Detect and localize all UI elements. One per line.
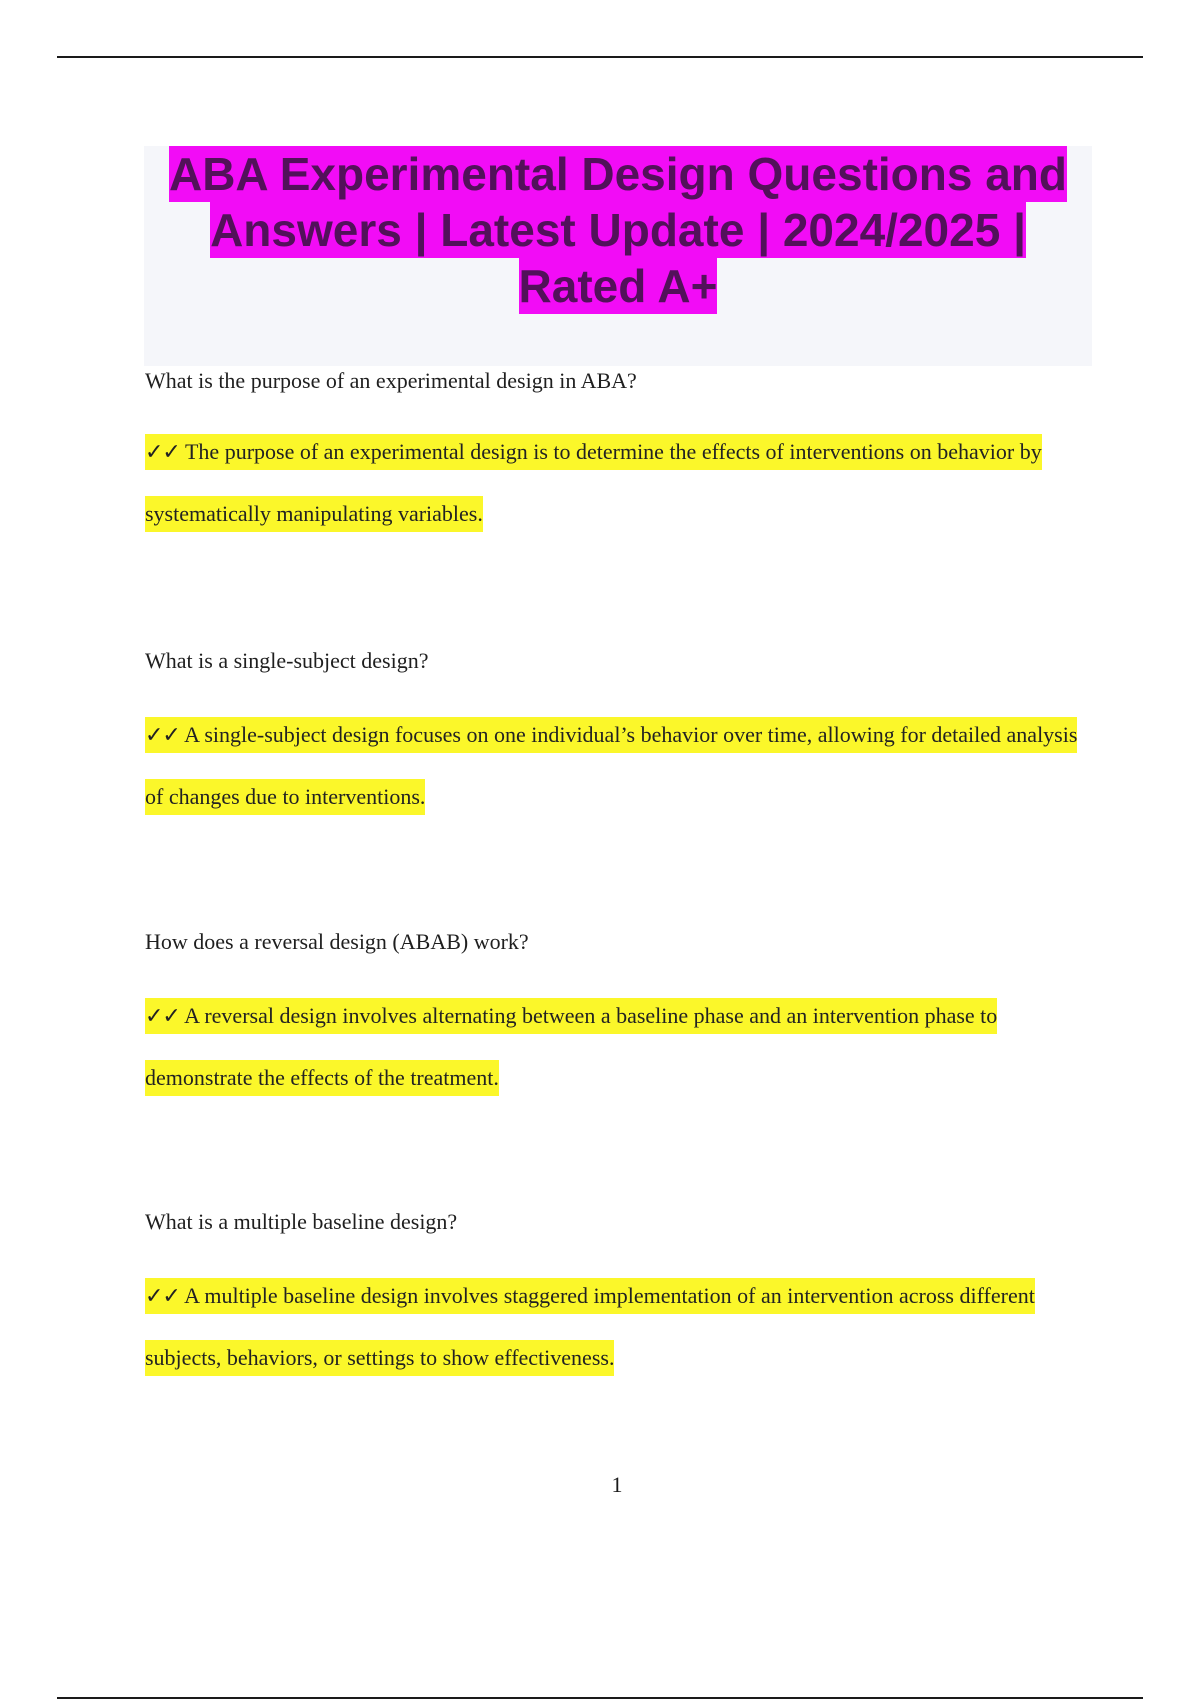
double-check-icon: ✓✓: [145, 440, 180, 465]
question-1: What is the purpose of an experimental design in ABA?: [145, 368, 637, 393]
title-block: [144, 146, 1092, 366]
document-title-text: ABA Experimental Design Questions and Answers | Latest Update | 2024/2025 | Rated A+: [168, 148, 1068, 312]
double-check-icon: ✓✓: [145, 1004, 180, 1029]
document-title: [144, 146, 1092, 314]
bottom-rule: [57, 1697, 1143, 1699]
answer-4: [145, 1265, 1095, 1388]
top-rule: [57, 56, 1143, 58]
answer-2-text: A single-subject design focuses on one individual’s behavior over time, allowing for detailed analysis of changes due to interventions.: [145, 722, 1078, 809]
double-check-icon: ✓✓: [145, 723, 180, 748]
qa-item-3: [145, 928, 1095, 1108]
question-4: What is a multiple baseline design?: [145, 1209, 458, 1234]
answer-4-text: A multiple baseline design involves staggered implementation of an intervention across different subjects, behaviors, or settings to show effectiveness.: [145, 1283, 1035, 1370]
answer-2: [145, 704, 1095, 827]
answer-1-text: The purpose of an experimental design is to determine the effects of interventions on behavior by systematically manipulating variables.: [145, 439, 1042, 526]
qa-item-2: [145, 647, 1095, 827]
qa-item-4: [145, 1208, 1095, 1388]
answer-1: [145, 421, 1095, 544]
page-number: 1: [611, 1472, 623, 1497]
double-check-icon: ✓✓: [145, 1284, 180, 1309]
answer-3-text: A reversal design involves alternating between a baseline phase and an intervention phase to demonstrate the effects of the treatment.: [145, 1003, 998, 1090]
question-2: What is a single-subject design?: [145, 648, 429, 673]
qa-item-1: [145, 367, 1095, 544]
question-3: How does a reversal design (ABAB) work?: [145, 929, 529, 954]
answer-3: [145, 985, 1095, 1108]
